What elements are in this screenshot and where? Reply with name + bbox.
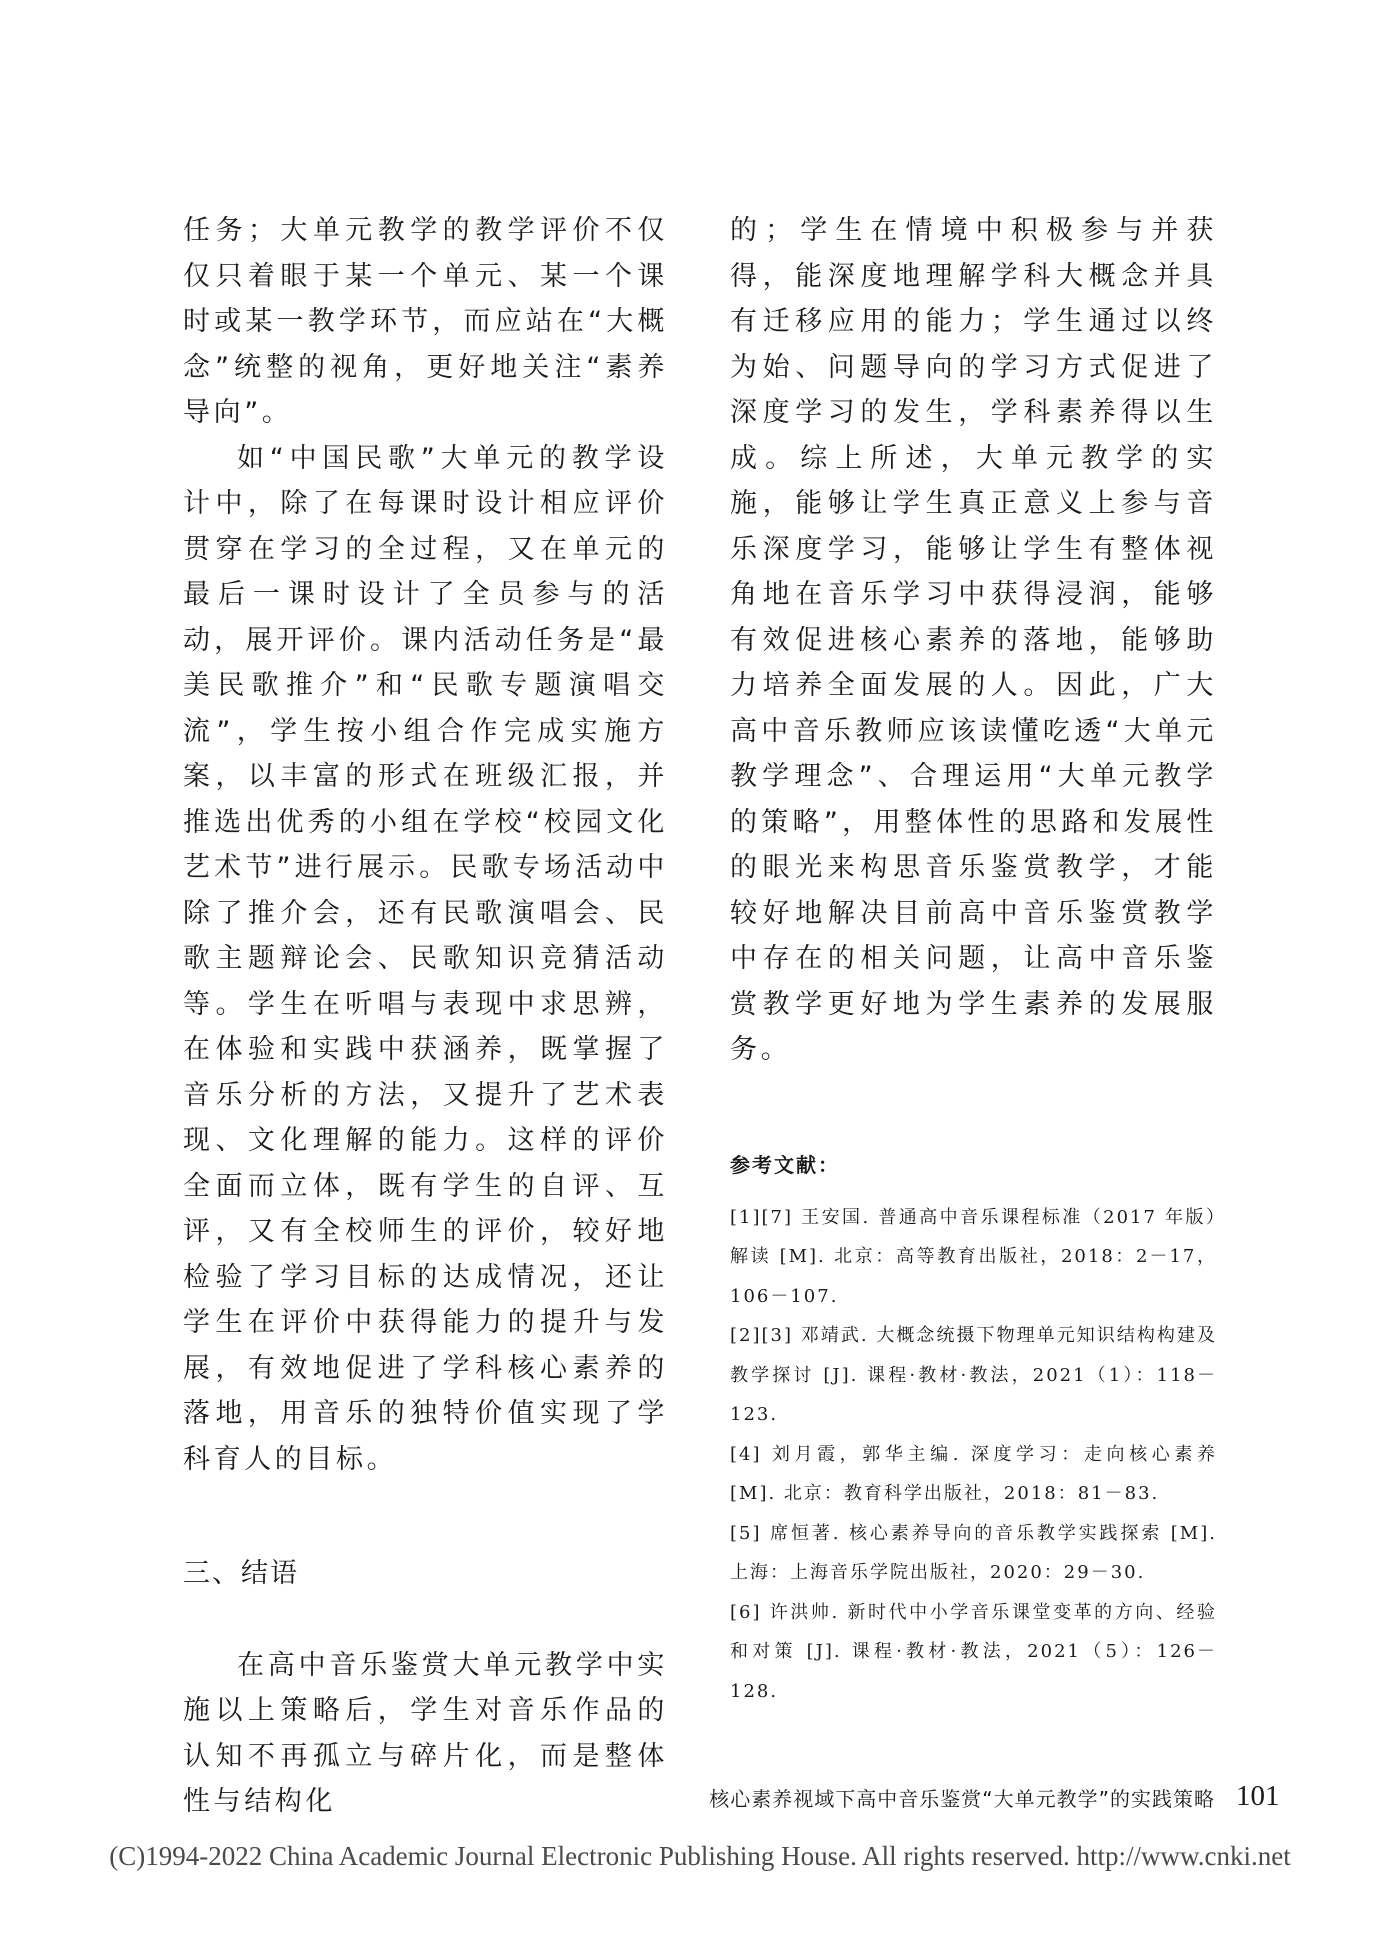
body-paragraph: 任务；大单元教学的教学评价不仅仅只着眼于某一个单元、某一个课时或某一教学环节，而应站在“大概念”统整的视角，更好地关注“素养导向”。 [183, 215, 668, 428]
reference-item: [1][7] 王安国. 普通高中音乐课程标准（2017 年版）解读 [M]. 北京：高等教育出版社，2018：2－17，106－107. [730, 1206, 1217, 1307]
right-column [730, 208, 1217, 1711]
reference-item: [6] 许洪帅. 新时代中小学音乐课堂变革的方向、经验和对策 [J]. 课程·教材·教法，2021（5）：126－128. [730, 1601, 1217, 1702]
reference-item: [4] 刘月霞，郭华主编. 深度学习：走向核心素养 [M]. 北京：教育科学出版社，2018：81－83. [730, 1443, 1217, 1504]
left-column [183, 208, 668, 1825]
references-list [730, 1198, 1217, 1712]
body-paragraph: 的；学生在情境中积极参与并获得，能深度地理解学科大概念并具有迁移应用的能力；学生通过以终为始、问题导向的学习方式促进了深度学习的发生，学科素养得以生成。综上所述，大单元教学的实施，能够让学生真正意义上参与音乐深度学习，能够让学生有整体视角地在音乐学习中获得浸润，能够有效促进核心素养的落地，能够助力培养全面发展的人。因此，广大高中音乐教师应该读懂吃透“大单元教学理念”、合理运用“大单元教学的策略”，用整体性的思路和发展性的眼光来构思音乐鉴赏教学，才能较好地解决目前高中音乐鉴赏教学中存在的相关问题，让高中音乐鉴赏教学更好地为学生素养的发展服务。 [730, 215, 1217, 1065]
reference-item: [2][3] 邓靖武. 大概念统摄下物理单元知识结构构建及教学探讨 [J]. 课程·教材·教法，2021（1）：118－123. [730, 1325, 1217, 1425]
body-paragraph: 如“中国民歌”大单元的教学设计中，除了在每课时设计相应评价贯穿在学习的全过程，又在单元的最后一课时设计了全员参与的活动，展开评价。课内活动任务是“最美民歌推介”和“民歌专题演唱交流”，学生按小组合作完成实施方案，以丰富的形式在班级汇报，并推选出优秀的小组在学校“校园文化艺术节”进行展示。民歌专场活动中除了推介会，还有民歌演唱会、民歌主题辩论会、民歌知识竞猜活动等。学生在听唱与表现中求思辨，在体验和实践中获涵养，既掌握了音乐分析的方法，又提升了艺术表现、文化理解的能力。这样的评价全面而立体，既有学生的自评、互评，又有全校师生的评价，较好地检验了学习目标的达成情况，还让学生在评价中获得能力的提升与发展，有效地促进了学科核心素养的落地，用音乐的独特价值实现了学科育人的目标。 [183, 442, 668, 1475]
section-heading: 三、结语 [183, 1558, 299, 1589]
copyright-notice: (C)1994-2022 China Academic Journal Electronic Publishing House. All rights reserved. http://www.cnki.net [109, 1841, 1291, 1871]
references-title: 参考文献： [730, 1152, 840, 1177]
reference-item: [5] 席恒著. 核心素养导向的音乐教学实践探索 [M]. 上海：上海音乐学院出版社，2020：29－30. [730, 1522, 1217, 1583]
page-number: 101 [1236, 1780, 1280, 1812]
body-paragraph: 在高中音乐鉴赏大单元教学中实施以上策略后，学生对音乐作品的认知不再孤立与碎片化，而是整体性与结构化 [183, 1649, 668, 1817]
running-title: 核心素养视域下高中音乐鉴赏“大单元教学”的实践策略 [709, 1787, 1215, 1811]
